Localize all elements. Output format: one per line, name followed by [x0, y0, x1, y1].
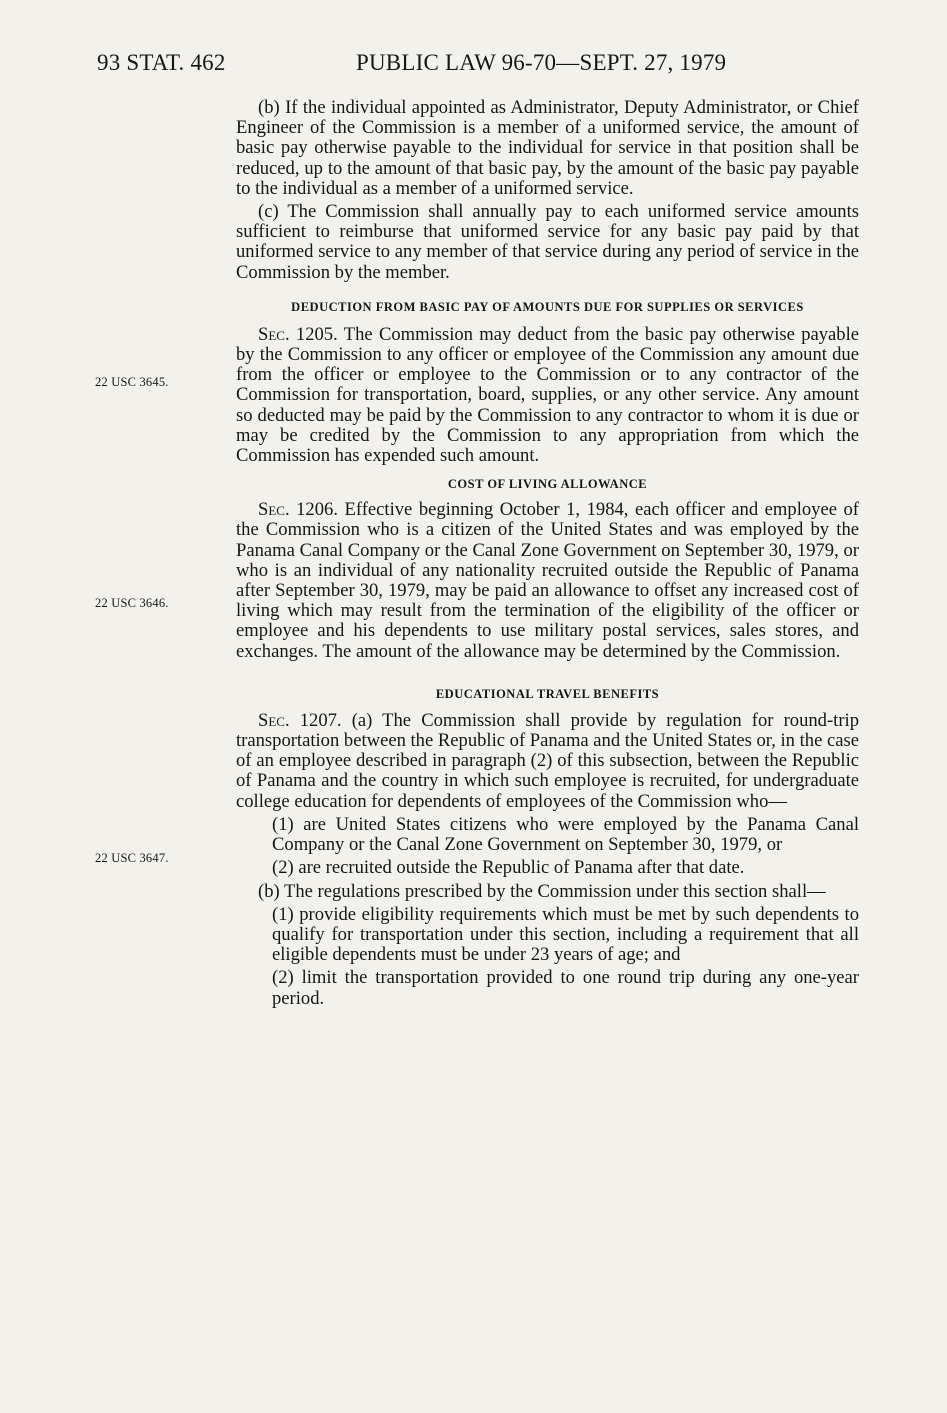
section-text: The Commission may deduct from the basic pay otherwise payable by the Commission to any officer or employee of the Commission any amount due from the officer or employee to the Commission or to any contractor of the Commission for transportation, board, supplies, or any other service. Any amount so deducted may be paid by the Commission to any contractor to whom it is due or may be credited by the Commission to any appropriation from which the Commission has expended such amount. [236, 323, 860, 467]
section-heading-1206: COST OF LIVING ALLOWANCE [447, 477, 648, 492]
section-1207-b: (b) The regulations prescribed by the Commission under this section shall— [258, 880, 826, 902]
section-1207-a [236, 711, 859, 812]
section-1207-b2: (2) limit the transportation provided to one round trip during any one-year period. [272, 967, 859, 1009]
body-text [236, 98, 859, 1009]
section-heading-1205: DEDUCTION FROM BASIC PAY OF AMOUNTS DUE FOR SUPPLIES OR SERVICES [291, 299, 804, 314]
section-1207-a1: (1) are United States citizens who were employed by the Panama Canal Company or the Canal Zone Government on September 30, 1979, or [272, 813, 859, 856]
section-1205 [236, 325, 859, 466]
margin-note-3646: 22 USC 3646. [95, 596, 169, 610]
section-1207-a2: (2) are recruited outside the Republic of Panama after that date. [272, 857, 745, 879]
section-text: (a) The Commission shall provide by regulation for round-trip transportation between the Republic of Panama and the United States or, in the case of an employee described in paragraph (2) of this subsection, between the Republic of Panama and the country in which such employee is recruited, for undergraduate college education for dependents of employees of the Commission who— [236, 709, 859, 812]
section-label: Sec. 1205. [258, 323, 338, 345]
stat-reference: 93 STAT. 462 [97, 50, 226, 75]
section-heading-1207: EDUCATIONAL TRAVEL BENEFITS [435, 686, 660, 701]
section-1207-b1: (1) provide eligibility requirements which must be met by such dependents to qualify for transportation under this section, including a requirement that all eligible dependents must be under 23 years of age; and [272, 903, 859, 966]
section-label: Sec. 1207. [258, 709, 342, 731]
section-text: Effective beginning October 1, 1984, each officer and employee of the Commission who is a citizen of the United States and was employed by the Panama Canal Company or the Canal Zone Government on September 30, 1979, or who is an individual of any nationality recruited outside the Republic of Panama after September 30, 1979, may be paid an allowance to offset any increased cost of living which may result from the termination of the eligibility of the officer or employee and his dependents to use military postal services, sales stores, and exchanges. The amount of the allowance may be determined by the Commission. [236, 499, 859, 662]
public-law-header: PUBLIC LAW 96-70—SEPT. 27, 1979 [356, 50, 727, 75]
section-1206 [236, 500, 859, 662]
margin-note-3647: 22 USC 3647. [95, 851, 169, 865]
paragraph-c: (c) The Commission shall annually pay to each uniformed service amounts sufficient to reimburse that uniformed service for any basic pay paid by that uniformed service to any member of that service during any period of service in the Commission by the member. [236, 201, 859, 283]
margin-note-3645: 22 USC 3645. [95, 375, 169, 389]
section-label: Sec. 1206. [258, 499, 338, 521]
paragraph-b: (b) If the individual appointed as Administrator, Deputy Administrator, or Chief Engineer of the Commission is a member of a uniformed service, the amount of basic pay otherwise payable to the individual for service in that position shall be reduced, up to the amount of that basic pay, by the amount of the basic pay payable to the individual as a member of a uniformed service. [236, 97, 859, 199]
